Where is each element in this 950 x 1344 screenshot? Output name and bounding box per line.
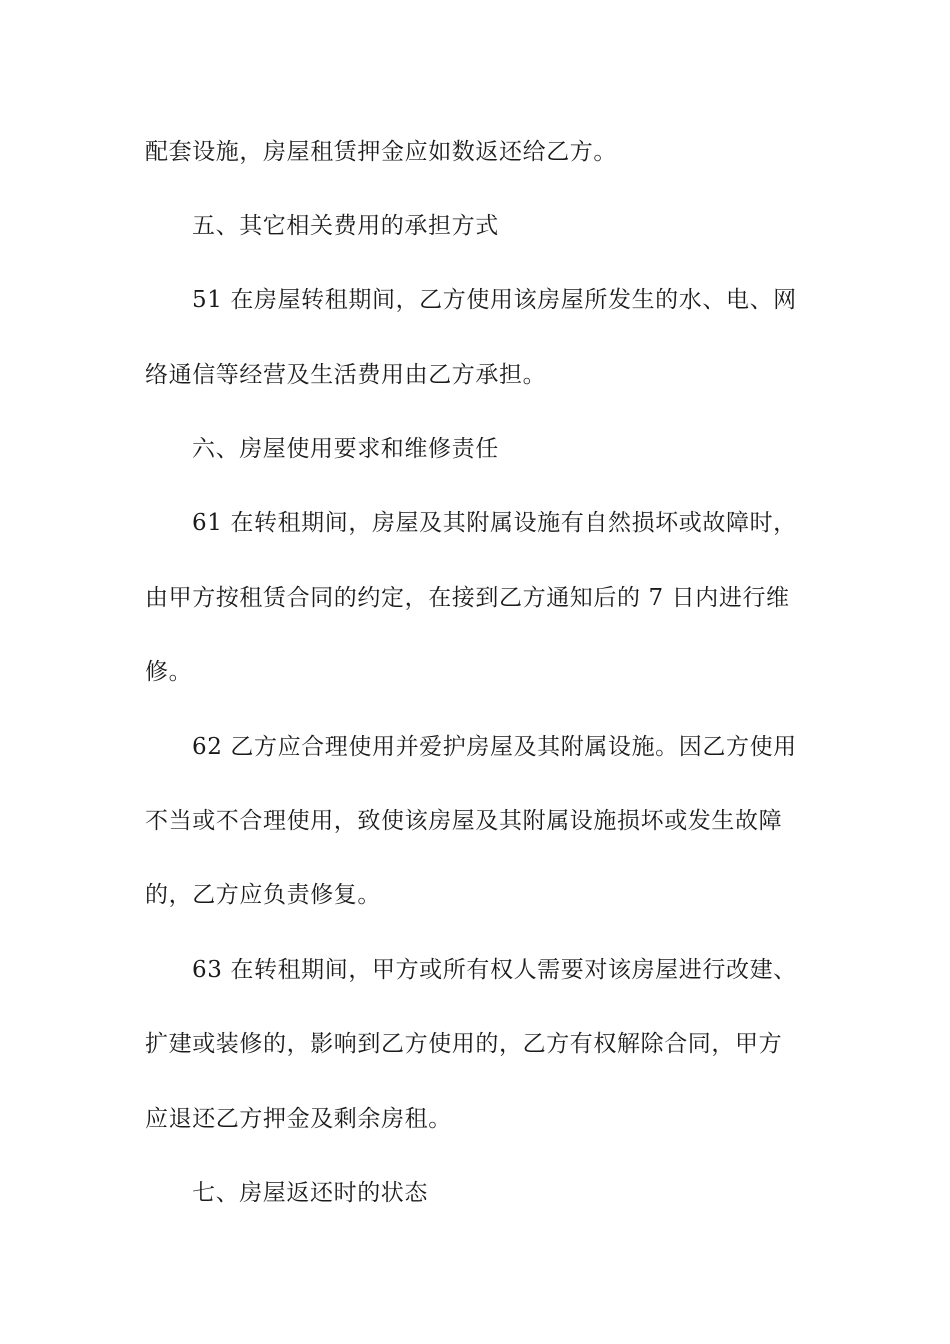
- paragraph-line: 扩建或装修的，影响到乙方使用的，乙方有权解除合同，甲方: [145, 1031, 783, 1057]
- paragraph-line: 配套设施，房屋租赁押金应如数返还给乙方。: [145, 139, 617, 165]
- section-heading: 七、房屋返还时的状态: [192, 1180, 428, 1206]
- paragraph-line: 的，乙方应负责修复。: [145, 882, 381, 908]
- paragraph-line: 应退还乙方押金及剩余房租。: [145, 1106, 452, 1132]
- paragraph-line: 修。: [145, 659, 193, 685]
- paragraph-line: 不当或不合理使用，致使该房屋及其附属设施损坏或发生故障: [145, 808, 783, 834]
- section-heading: 五、其它相关费用的承担方式: [192, 213, 499, 239]
- paragraph-line: 61 在转租期间，房屋及其附属设施有自然损坏或故障时，: [192, 510, 797, 536]
- paragraph-line: 63 在转租期间，甲方或所有权人需要对该房屋进行改建、: [192, 957, 797, 983]
- paragraph-line: 51 在房屋转租期间，乙方使用该房屋所发生的水、电、网: [192, 287, 797, 313]
- paragraph-line: 62 乙方应合理使用并爱护房屋及其附属设施。因乙方使用: [192, 734, 797, 760]
- paragraph-line: 络通信等经营及生活费用由乙方承担。: [145, 362, 547, 388]
- paragraph-line: 由甲方按租赁合同的约定，在接到乙方通知后的 7 日内进行维: [145, 585, 790, 611]
- section-heading: 六、房屋使用要求和维修责任: [192, 436, 499, 462]
